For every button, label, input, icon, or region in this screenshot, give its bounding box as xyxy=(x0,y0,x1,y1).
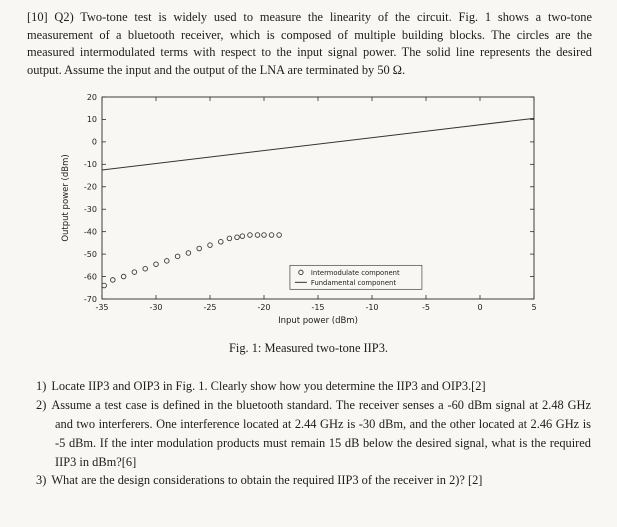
figure-1 xyxy=(56,89,617,332)
svg-text:-15: -15 xyxy=(311,303,325,313)
question-1-text: Locate IIP3 and OIP3 in Fig. 1. Clearly show how you determine the IIP3 and OIP3.[2] xyxy=(51,379,486,394)
svg-text:-20: -20 xyxy=(257,303,271,313)
svg-text:-30: -30 xyxy=(83,205,97,215)
question-3 xyxy=(36,471,591,490)
question-3-text: What are the design considerations to obtain the required IIP3 of the receiver in 2)? [2] xyxy=(51,473,483,488)
question-list xyxy=(36,377,591,490)
svg-text:Intermodulate component: Intermodulate component xyxy=(310,269,400,278)
x-axis-label: Input power (dBm) xyxy=(278,316,358,327)
svg-text:-30: -30 xyxy=(149,303,163,313)
svg-text:5: 5 xyxy=(531,303,537,313)
svg-text:-60: -60 xyxy=(83,272,97,282)
intermod-scatter xyxy=(102,233,282,288)
svg-text:-40: -40 xyxy=(83,227,97,237)
question-3-number: 3) xyxy=(36,473,47,488)
question-1 xyxy=(36,377,591,396)
question-2-text: Assume a test case is defined in the bluetooth standard. The receiver senses a -60 dBm signal at 2.48 GHz and two interferers. One interference located at 2.44 GHz is -30 dBm, and the other located at 2.46 GHz is -5 dBm. If the inter modulation products must remain 15 dB below the desired signal, what is the required IIP3 in dBm?[6] xyxy=(51,398,591,469)
svg-text:-70: -70 xyxy=(83,295,97,305)
figure-caption: Fig. 1: Measured two-tone IIP3. xyxy=(229,341,388,356)
svg-text:-10: -10 xyxy=(83,160,97,170)
svg-text:0: 0 xyxy=(91,138,97,148)
question-intro: [10] Q2) Two-tone test is widely used to measure the linearity of the circuit. Fig. 1 shows a two-tone measurement of a bluetooth receiver, which is composed of multiple building blocks. The circles are the measured intermodulated terms with respect to the input signal power. The solid line represents the desired output. Assume the input and the output of the LNA are terminated by 50 Ω. xyxy=(27,10,592,77)
svg-text:-35: -35 xyxy=(95,303,109,313)
svg-text:0: 0 xyxy=(477,303,483,313)
question-1-number: 1) xyxy=(36,379,47,394)
y-axis-label: Output power (dBm) xyxy=(61,154,71,243)
question-2-number: 2) xyxy=(36,398,47,413)
chart-legend xyxy=(290,266,422,290)
svg-text:10: 10 xyxy=(86,115,97,125)
svg-text:-20: -20 xyxy=(83,182,97,192)
svg-text:-50: -50 xyxy=(83,250,97,260)
fundamental-line xyxy=(102,119,534,171)
svg-text:Fundamental component: Fundamental component xyxy=(310,279,396,288)
svg-text:-25: -25 xyxy=(203,303,217,313)
question-2 xyxy=(36,396,591,471)
svg-text:-5: -5 xyxy=(422,303,430,313)
svg-text:20: 20 xyxy=(86,93,97,103)
two-tone-chart xyxy=(56,89,546,327)
svg-text:-10: -10 xyxy=(365,303,379,313)
